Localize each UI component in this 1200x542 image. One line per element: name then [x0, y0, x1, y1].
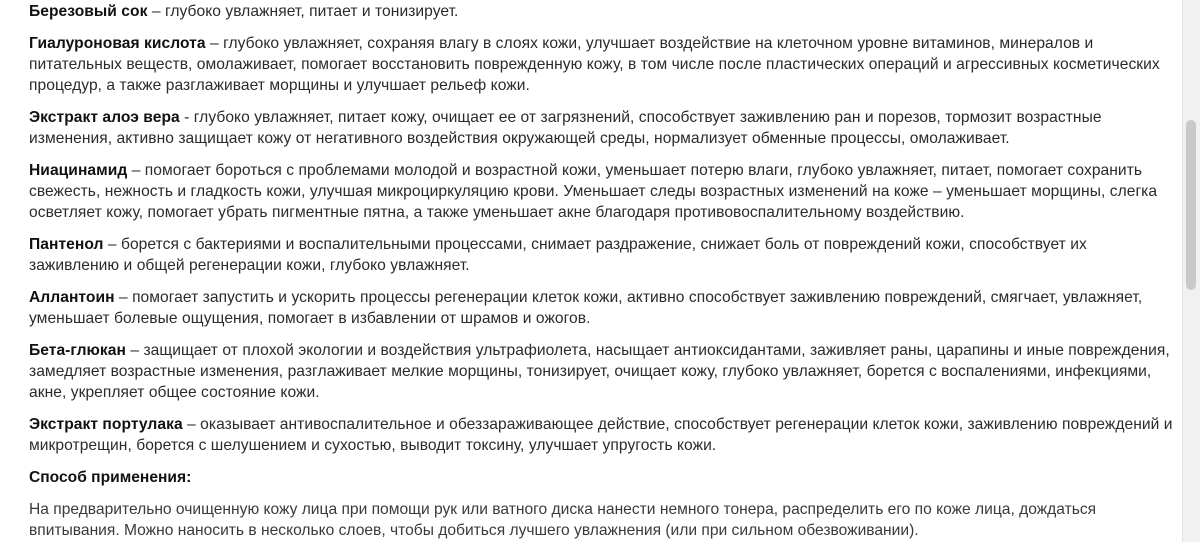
ingredient-hyaluronic-acid [29, 33, 1179, 96]
ingredient-name: Ниацинамид [29, 162, 128, 179]
ingredient-name: Экстракт портулака [29, 416, 183, 433]
ingredient-purslane-extract [29, 414, 1179, 456]
ingredient-birch-sap [29, 1, 1179, 22]
ingredient-name: Аллантоин [29, 289, 115, 306]
ingredient-panthenol [29, 234, 1179, 276]
ingredient-description: – глубоко увлажняет, питает и тонизирует. [147, 3, 459, 20]
ingredient-name: Пантенол [29, 236, 104, 253]
product-description [29, 0, 1179, 541]
ingredient-niacinamide [29, 160, 1179, 223]
ingredient-description: – глубоко увлажняет, сохраняя влагу в слоях кожи, улучшает воздействие на клеточном уровне витаминов, минералов и питательных веществ, омолаживает, помогает восстановить поврежденную кожу, в том числе после пластических операций и агрессивных косметических процедур, а также разглаживает морщины и улучшает рельеф кожи. [29, 35, 1160, 94]
ingredient-description: – помогает бороться с проблемами молодой и возрастной кожи, уменьшает потерю влаги, глубоко увлажняет, питает, помогает сохранить свежесть, нежность и гладкость кожи, улучшая микроциркуляцию крови. Уменьшает следы возрастных изменений на коже – уменьшает морщины, слегка осветляет кожу, помогает убрать пигментные пятна, а также уменьшает акне благодаря противовоспалительному воздействию. [29, 162, 1158, 221]
ingredient-description: – помогает запустить и ускорить процессы регенерации клеток кожи, активно способствует заживлению повреждений, смягчает, увлажняет, уменьшает болевые ощущения, помогает в избавлении от шрамов и ожогов. [29, 289, 1143, 327]
ingredient-name: Бета-глюкан [29, 342, 126, 359]
ingredient-description: – защищает от плохой экологии и воздействия ультрафиолета, насыщает антиоксидантами, заживляет раны, царапины и иные повреждения, замедляет возрастные изменения, разглаживает мелкие морщины, тонизирует, очищает кожу, глубоко увлажняет, борется с воспалениями, инфекциями, акне, укрепляет общее состояние кожи. [29, 342, 1170, 401]
ingredient-beta-glucan [29, 340, 1179, 403]
scrollbar-thumb[interactable] [1186, 120, 1196, 290]
vertical-scrollbar[interactable] [1182, 0, 1200, 542]
ingredient-aloe-vera [29, 107, 1179, 149]
ingredient-name: Экстракт алоэ вера [29, 109, 180, 126]
ingredient-name: Гиалуроновая кислота [29, 35, 206, 52]
usage-instructions: На предварительно очищенную кожу лица при помощи рук или ватного диска нанести немного тонера, распределить его по коже лица, дождаться впитывания. Можно наносить в несколько слоев, чтобы добиться лучшего увлажнения (или при сильном обезвоживании). [29, 501, 1097, 539]
ingredient-description: – оказывает антивоспалительное и обеззараживающее действие, способствует регенерации клеток кожи, заживлению повреждений и микротрещин, борется с шелушением и сухостью, выводит токсину, улучшает упругость кожи. [29, 416, 1173, 454]
ingredient-description: – борется с бактериями и воспалительными процессами, снимает раздражение, снижает боль от повреждений кожи, способствует их заживлению и общей регенерации кожи, глубоко увлажняет. [29, 236, 1087, 274]
ingredient-name: Березовый сок [29, 3, 148, 20]
ingredient-allantoin [29, 287, 1179, 329]
usage-heading: Способ применения: [29, 469, 192, 486]
ingredient-description: - глубоко увлажняет, питает кожу, очищает ее от загрязнений, способствует заживлению ран и порезов, тормозит возрастные изменения, активно защищает кожу от негативного воздействия окружающей среды, нормализует обменные процессы, омолаживает. [29, 109, 1102, 147]
